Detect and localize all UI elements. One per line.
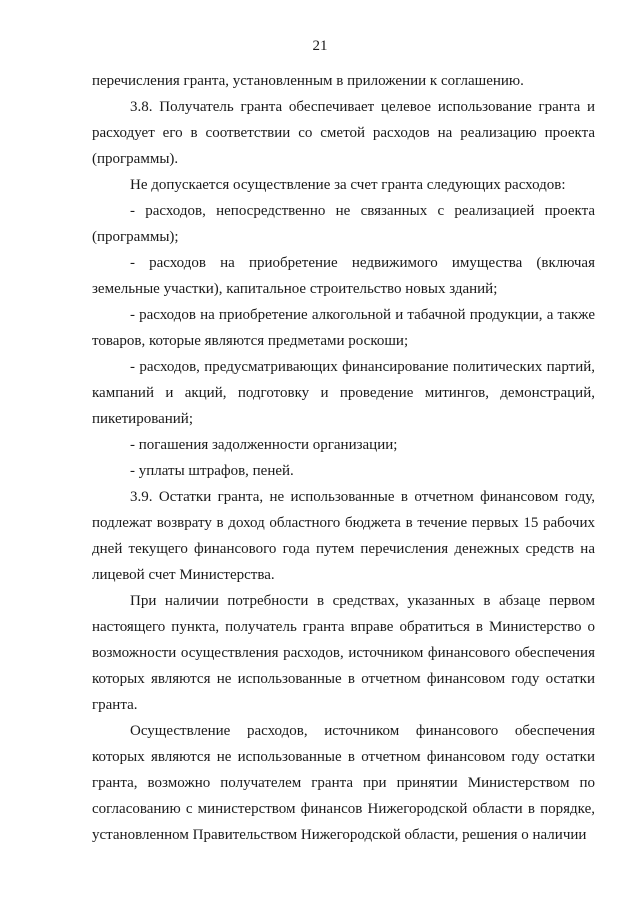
list-item-fines: - уплаты штрафов, пеней. [130, 463, 294, 479]
paragraph-expense-approval: Осуществление расходов, источником финансового обеспечения которых являются не использованные в отчетном финансовом году остатки гранта, возможно получателем гранта при принятии Министерством по согласованию с министерством финансов Нижегородской области в порядке, установленном Правительством Нижегородской области, решения о наличии [92, 723, 595, 843]
document-body [92, 68, 595, 848]
list-item-alcohol-tobacco: - расходов на приобретение алкогольной и табачной продукции, а также товаров, которые являются предметами роскоши; [92, 307, 595, 349]
list-item-unrelated-expenses: - расходов, непосредственно не связанных с реализацией проекта (программы); [92, 203, 595, 245]
list-item-debt-repayment: - погашения задолженности организации; [130, 437, 398, 453]
paragraph-need-for-funds: При наличии потребности в средствах, указанных в абзаце первом настоящего пункта, получатель гранта вправе обратиться в Министерство о возможности осуществления расходов, источником финансового обеспечения которых являются не использованные в отчетном финансовом году остатки гранта. [92, 593, 595, 713]
page-number: 21 [312, 38, 328, 54]
paragraph-continuation: перечисления гранта, установленным в приложении к соглашению. [92, 73, 524, 89]
paragraph-prohibited-intro: Не допускается осуществление за счет гранта следующих расходов: [130, 177, 566, 193]
paragraph-clause-3-9: 3.9. Остатки гранта, не использованные в отчетном финансовом году, подлежат возврату в доход областного бюджета в течение первых 15 рабочих дней текущего финансового года путем перечисления денежных средств на лицевой счет Министерства. [92, 489, 595, 583]
paragraph-clause-3-8: 3.8. Получатель гранта обеспечивает целевое использование гранта и расходует его в соответствии со сметой расходов на реализацию проекта (программы). [92, 99, 595, 167]
list-item-real-estate: - расходов на приобретение недвижимого имущества (включая земельные участки), капитальное строительство новых зданий; [92, 255, 595, 297]
list-item-political: - расходов, предусматривающих финансирование политических партий, кампаний и акций, подготовку и проведение митингов, демонстраций, пикетирований; [92, 359, 595, 427]
